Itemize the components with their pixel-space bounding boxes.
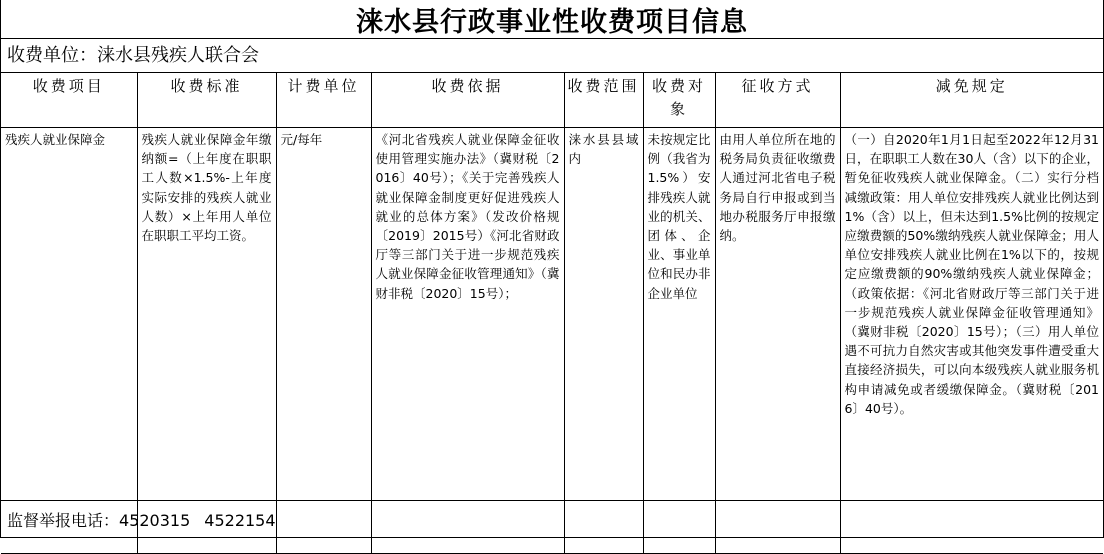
fee-table [1,73,1103,554]
hotline-label: 监督举报电话： [7,511,120,530]
cell-method: 由用人单位所在地的税务局负责征收缴费人通过河北省电子税务局自行申报或到当地办税服务厅申报缴纳。 [715,128,840,554]
table-header-row [1,73,1103,128]
cell-item: 残疾人就业保障金 [1,128,137,554]
header-scope: 收费范围 [564,73,643,128]
header-target: 收费对象 [643,73,715,128]
cell-unit: 元/每年 [276,128,371,554]
cell-standard: 残疾人就业保障金年缴纳额=（上年度在职职工人数×1.5%-上年度实际安排的残疾人就业人数）×上年用人单位在职职工平均工资。 [137,128,276,554]
table-row [1,128,1103,554]
complaint-hotline [1,500,1103,538]
collecting-unit: 收费单位：涞水县残疾人联合会 [1,39,1103,73]
header-method: 征收方式 [715,73,840,128]
header-exemption: 减免规定 [840,73,1103,128]
hotline-phone-2: 4522154 [204,511,276,530]
header-basis: 收费依据 [371,73,564,128]
page-title: 涞水县行政事业性收费项目信息 [1,0,1103,39]
hotline-phone-1: 4520315 [119,511,191,530]
header-unit: 计费单位 [276,73,371,128]
cell-scope: 涞水县县域内 [564,128,643,554]
cell-basis: 《河北省残疾人就业保障金征收使用管理实施办法》（冀财税〔2016〕40号）；《关于完善残疾人就业保障金制度更好促进残疾人就业的总体方案》（发改价格规〔2019〕2015号）《河北省财政厅等三部门关于进一步规范残疾人就业保障金征收管理通知》（冀财非税〔2020〕15号）； [371,128,564,554]
cell-exemption: （一）自2020年1月1日起至2022年12月31日，在职职工人数在30人（含）以下的企业，暂免征收残疾人就业保障金。（二）实行分档减缴政策：用人单位安排残疾人就业比例达到1%（含）以上，但未达到1.5%比例的按规定应缴费额的50%缴纳残疾人就业保障金；用人单位安排残疾人就业比例在1%以下的，按规定应缴费额的90%缴纳残疾人就业保障金；（政策依据：《河北省财政厅等三部门关于进一步规范残疾人就业保障金征收管理通知》（冀财非税〔2020〕15号）；（三）用人单位遇不可抗力自然灾害或其他突发事件遭受重大直接经济损失，可以向本级残疾人就业服务机构申请减免或者缓缴保障金。（冀财税〔2016〕40号）。 [840,128,1103,554]
header-standard: 收费标准 [137,73,276,128]
cell-target: 未按规定比例（我省为1.5%）安排残疾人就业的机关、团体、企业、事业单位和民办非企业单位 [643,128,715,554]
header-item: 收费项目 [1,73,137,128]
